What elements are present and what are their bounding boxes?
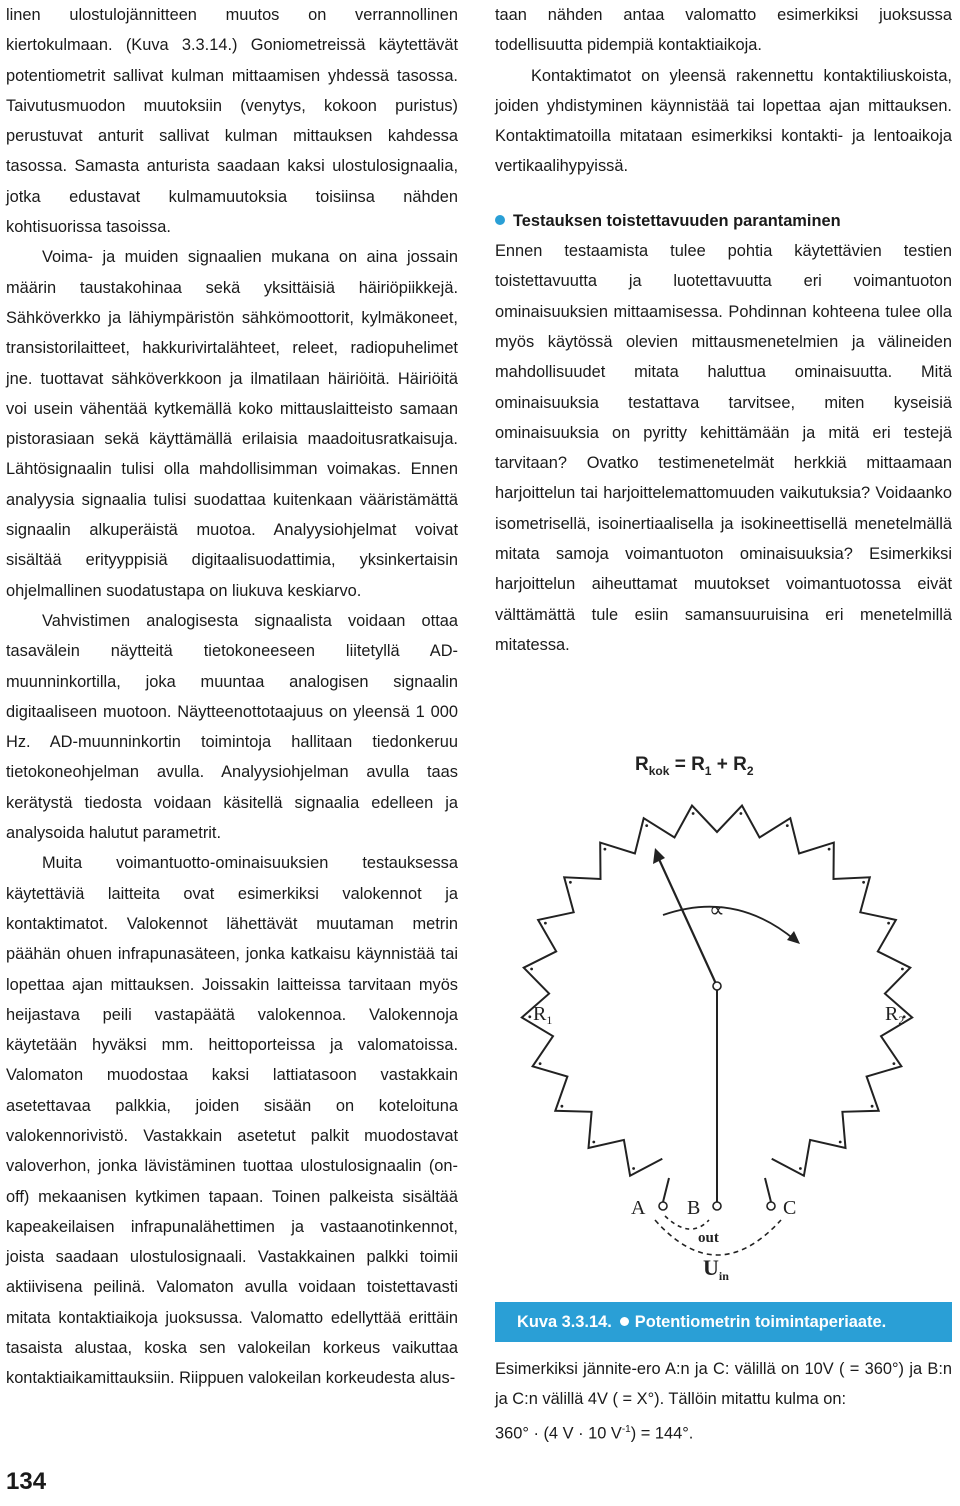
zigzag-mark [632,1167,635,1170]
caption-text: Potentiometrin toimintaperiaate. [634,1313,887,1331]
potentiometer-diagram [495,730,952,1286]
terminal-a [659,1202,667,1210]
zigzag-mark [604,848,607,851]
left-column [6,0,458,1394]
left-paragraph-4: Muita voimantuotto-ominaisuuksien testauksessa käytettäviä laitteita ovat esimerkiksi valokennot ja kontaktimatot. Valokennot lähettävät muutaman metrin päähän ohuen infrapunasäteen, jonka katkaisu käynnistää tai lopettaa ajan mittauksen. Joissakin laitteissa tarvitaan myös heijastava peili vastapäätä valokennoa. Valokennoja käytetään hyväksi mm. heittoporteissa ja valomatoissa. Valomaton muodostaa kaksi lattiatasoon vastakkain asetettavaa palkkia, joiden sisään on koteloituna valokennorivistö. Vastakkain asetetut palkit muodostavat valoverhon, jonka lävistäminen tuottaa ulostulosignaalin (on-off) mekaanisen kytkimen tapaan. Toinen palkeista sisältää kapeakeilaisen infrapunalähettimen ja vastaanotinkennot, joista saadaan ulostulosignaali. Vastakkainen palkki toimii aktiivisena peilinä. Valomaton avulla voidaan toistettavasti mitata kontaktiaikoja juoksussa. Valomatto edellyttää erittäin tasaista alustaa, koska sen valokeilan korkeus vaikuttaa kontaktiaikamittauksiin. Riippuen valokeilan korkeudesta alus- [6,854,458,1388]
example-line-2: 360° · (4 V · 10 $V^{-1}) = 144^\circ$. [495,1423,694,1443]
page-number: 134 [6,1468,47,1495]
section-heading [495,206,952,236]
zigzag-mark [692,812,695,815]
zigzag-mark [539,1062,542,1065]
left-paragraph-2: Voima- ja muiden signaalien mukana on aina jossain määrin taustakohinaa sekä yksittäisiä häiriöpiikkejä. Sähköverkko ja lähiympäristön sähkömoottorit, kylmäkoneet, transistorilaitteet, hakkurivirtalähteet, releet, radiopuhelimet jne. tuottavat sähköverkkoon ja ilmatilaan häiriöitä. Häiriöitä voi usein vähentää kytkemällä koko mittauslaitteisto samaan pistorasiaan sekä käyttämällä erilaisia maadoitusratkaisuja. Lähtösignaalin tulisi olla mahdollisimman voimakas. Ennen analyysia signaalia tulisi suodattaa kuitenkaan vääristämättä signaalin alkuperäistä muotoa. Analyysiohjelmat voivat sisältää erityyppisiä digitaalisuodattimia, yksinkertaisin ohjelmallinen suodatustapa on liukuva keskiarvo. [6,248,458,600]
pivot [713,982,721,990]
zigzag-mark [592,1141,595,1144]
right-paragraph-1: taan nähden antaa valomatto esimerkiksi juoksussa todellisuutta pidempiä kontaktiaikoja. [495,6,952,55]
right-paragraph-2: Kontaktimatot on yleensä rakennettu kontaktiliuskoista, joiden yhdistyminen käynnistää tai lopettaa ajan mittauksen. Kontaktimatoilla mitataan esimerkiksi kontakti- ja lentoaikoja vertikaalihypyissä. [495,66,952,176]
zigzag-mark [645,824,648,827]
left-paragraph-1: linen ulostulojännitteen muutos on verrannollinen kiertokulmaan. (Kuva 3.3.14.) Goniometreissä käytettävät potentiometrit sallivat kulman mittaamisen yhdessä tasossa. Taivutusmuodon muutoksiin (venytys, kokoon puristus) perustuvat anturit sallivat kulman mittauksen kahdessa tasossa. Samasta anturista saadaan kaksi ulostulosignaalia, jotka edustavat kulmamuutoksia toisiinsa nähden kohtisuorissa tasoissa. [6,6,458,237]
example-line-1: Esimerkiksi jännite-ero A:n ja C: välillä on 10V ( = 360°) ja B:n ja C:n välillä 4V ( = X°). Tällöin mitattu kulma on: [495,1360,952,1409]
label-r2: $R_2$ [885,1003,905,1027]
zigzag-mark [569,881,572,884]
zigzag-mark [561,1105,564,1108]
figure-caption [495,1302,952,1342]
zigzag-mark [544,922,547,925]
zigzag-mark [740,812,743,815]
zigzag-mark [828,848,831,851]
angle-arc-head [787,931,800,944]
zigzag-mark [786,824,789,827]
bullet-icon [495,215,505,225]
zigzag-mark [871,1105,874,1108]
alpha-label: ∝ [709,897,725,922]
zigzag-mark [528,1015,531,1018]
right-column [495,0,952,660]
leg-c [765,1178,771,1202]
zigzag-mark [887,922,890,925]
leg-a [663,1178,669,1202]
zigzag-mark [901,968,904,971]
potentiometer-figure [495,730,952,1286]
label-r1: $R_1$ [533,1003,553,1027]
label-a: A [631,1197,646,1219]
example-text [495,1354,952,1448]
zigzag-mark [862,881,865,884]
zigzag-mark [799,1167,802,1170]
label-b: B [687,1197,701,1219]
formula: $R_{kok} = R_1 + R_2$ [635,754,754,778]
zigzag-mark [839,1141,842,1144]
terminal-b [713,1202,721,1210]
caption-bullet-icon [620,1317,629,1326]
caption-number: Kuva 3.3.14. [517,1313,612,1331]
label-out: out [698,1230,719,1246]
section-heading-text: Testauksen toistettavuuden parantaminen [513,211,841,230]
label-c: C [783,1197,797,1219]
left-paragraph-3: Vahvistimen analogisesta signaalista voidaan ottaa tasavälein näytteitä tietokoneeseen liitetyllä AD-muunninkortilla, joka muuntaa analogisen signaalin digitaaliseen muotoon. Näytteenottotaajuus on yleensä 1 000 Hz. AD-muunninkortin toimintoja hallitaan tiedonkeruu tietokoneohjelman avulla. Analyysiohjelman avulla taas kerätystä tiedosta voidaan käsitellä signaalia edelleen ja analysoida halutut parametrit. [6,611,458,843]
zigzag-mark [530,968,533,971]
section-paragraph: Ennen testaamista tulee pohtia käytettävien testien toistettavuutta ja luotettavuutta eri voimantuoton ominaisuuksien mittaamisessa. Pohdinnan kohteena tulee olla myös käytössä olevien mittausmenetelmien ja välineiden mahdollisuudet mitata haluttua ominaisuutta. Mitä ominaisuuksia testattava tarvitsee, miten kyseisiä ominaisuuksia on pyritty kehittämään ja mitä eri testejä tarvitaan? Ovatko testimenetelmät herkkiä mittaamaan harjoittelun tai harjoittelemattomuuden vaikutuksia? Voidaanko isometrisellä, isoinertiaalisella ja isokineettisellä menetelmällä mitata samoja voimantuoton ominaisuuksia? Esimerkiksi harjoittelun aiheuttamat muutokset voimantuotossa eivät välttämättä tule esiin samansuuruisina eri menetelmillä mitatessa. [495,242,952,654]
label-uin: $U_{in}$ [703,1255,729,1283]
terminal-c [767,1202,775,1210]
zigzag-mark [893,1062,896,1065]
